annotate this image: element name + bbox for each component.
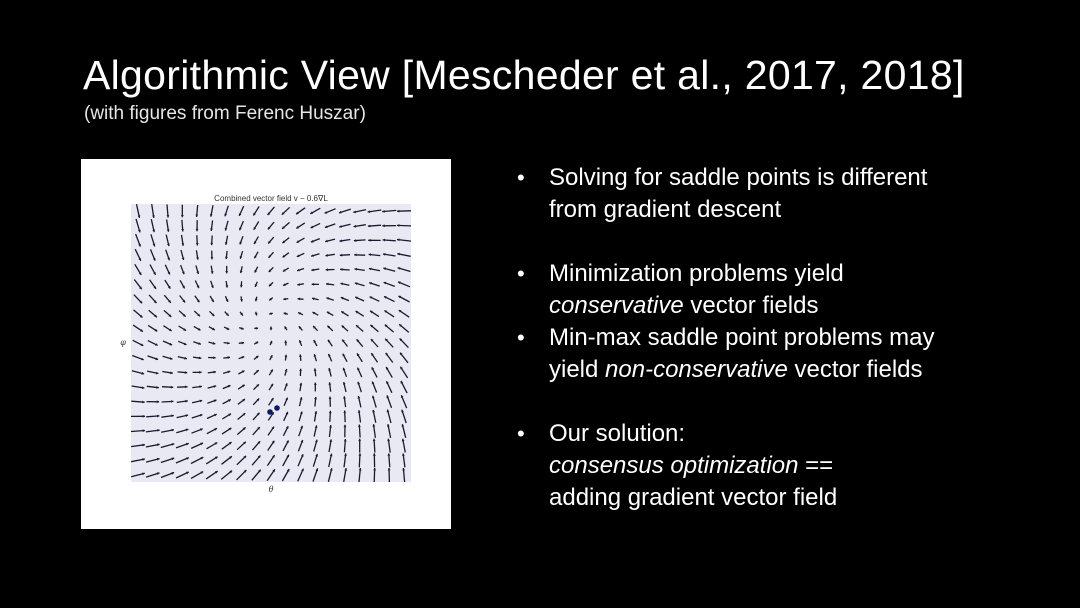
bullet-text xyxy=(549,450,987,482)
bullet-text-rest: == xyxy=(798,452,834,479)
bullet-list xyxy=(517,162,987,514)
bullet-text: • Minimization problems yield xyxy=(549,260,844,287)
bullet-text: • Solving for saddle points is different xyxy=(549,164,928,191)
emphasis-text: conservative xyxy=(549,292,684,319)
y-axis-label: φ xyxy=(120,338,126,347)
bullet-item xyxy=(517,322,987,386)
bullet-text: • Our solution: xyxy=(549,420,686,447)
vector-field-figure xyxy=(81,159,451,529)
bullet-text: from gradient descent xyxy=(549,196,782,223)
bullet-item xyxy=(517,418,987,514)
emphasis-text: non-conservative xyxy=(605,356,788,383)
x-axis-label: θ xyxy=(268,485,274,494)
vector-field-plot xyxy=(81,159,451,529)
trajectory-point xyxy=(267,409,273,415)
slide-subtitle: (with figures from Ferenc Huszar) xyxy=(84,103,366,124)
bullet-text-rest: vector fields xyxy=(683,292,819,319)
bullet-item xyxy=(517,258,987,322)
bullet-text-pre: yield xyxy=(549,356,606,383)
bullet-text xyxy=(549,354,987,386)
bullet-text-rest: vector fields xyxy=(787,356,923,383)
bullet-item xyxy=(517,162,987,226)
bullet-text: • Min-max saddle point problems may xyxy=(549,324,935,351)
bullet-text: adding gradient vector field xyxy=(549,484,838,511)
plot-title: Combined vector field v − 0.6∇L xyxy=(214,194,328,203)
emphasis-text: consensus optimization xyxy=(549,452,799,479)
trajectory-point xyxy=(274,405,280,411)
bullet-text xyxy=(549,290,987,322)
slide-title: Algorithmic View [Mescheder et al., 2017, 2018] xyxy=(83,52,965,98)
